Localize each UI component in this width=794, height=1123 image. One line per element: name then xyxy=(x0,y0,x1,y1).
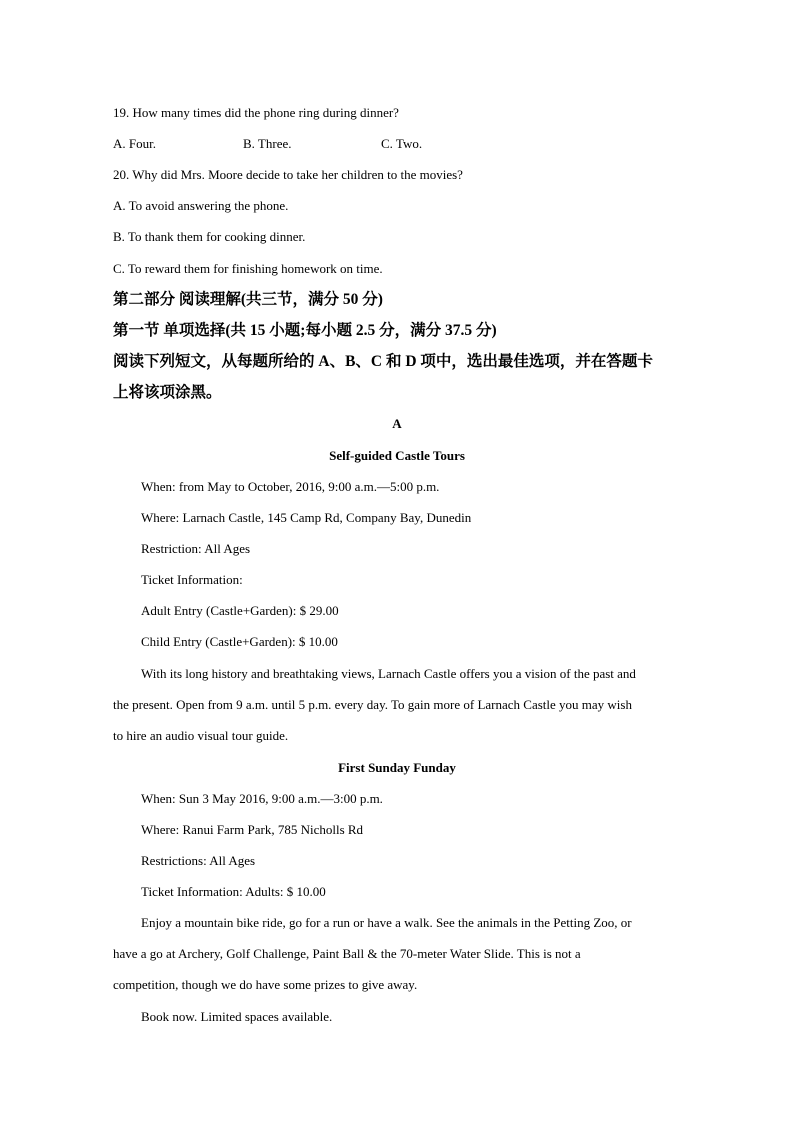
castle-paragraph-line-3: to hire an audio visual tour guide. xyxy=(113,728,289,743)
funday-ticket: Ticket Information: Adults: $ 10.00 xyxy=(141,884,326,899)
castle-title: Self-guided Castle Tours xyxy=(329,448,465,463)
funday-title: First Sunday Funday xyxy=(338,760,456,775)
castle-adult-price: Adult Entry (Castle+Garden): $ 29.00 xyxy=(141,603,339,618)
castle-ticket-label: Ticket Information: xyxy=(141,572,243,587)
funday-paragraph-line-1: Enjoy a mountain bike ride, go for a run or have a walk. See the animals in the Petting Zoo, or xyxy=(141,915,632,930)
part-heading: 第二部分 阅读理解(共三节，满分 50 分) xyxy=(113,291,383,308)
option-c: C. To reward them for finishing homework on time. xyxy=(113,261,383,276)
option-b: B. To thank them for cooking dinner. xyxy=(113,229,306,244)
section-heading: 第一节 单项选择(共 15 小题;每小题 2.5 分，满分 37.5 分) xyxy=(113,322,497,339)
option-a: A. To avoid answering the phone. xyxy=(113,198,289,213)
castle-restriction: Restriction: All Ages xyxy=(141,541,251,556)
castle-child-price: Child Entry (Castle+Garden): $ 10.00 xyxy=(141,634,338,649)
question-text: 20. Why did Mrs. Moore decide to take her children to the movies? xyxy=(113,167,463,182)
castle-paragraph-line-1: With its long history and breathtaking views, Larnach Castle offers you a vision of the past and xyxy=(141,666,636,681)
castle-where: Where: Larnach Castle, 145 Camp Rd, Company Bay, Dunedin xyxy=(141,510,472,525)
funday-paragraph-line-2: have a go at Archery, Golf Challenge, Paint Ball & the 70-meter Water Slide. This is not a xyxy=(113,946,581,961)
castle-when: When: from May to October, 2016, 9:00 a.m.—5:00 p.m. xyxy=(141,479,440,494)
instructions-line-1: 阅读下列短文，从每题所给的 A、B、C 和 D 项中，选出最佳选项，并在答题卡 xyxy=(113,353,653,370)
question-text: 19. How many times did the phone ring during dinner? xyxy=(113,105,399,120)
funday-when: When: Sun 3 May 2016, 9:00 a.m.—3:00 p.m. xyxy=(141,791,383,806)
funday-book-now: Book now. Limited spaces available. xyxy=(141,1009,333,1024)
funday-where: Where: Ranui Farm Park, 785 Nicholls Rd xyxy=(141,822,364,837)
castle-paragraph-line-2: the present. Open from 9 a.m. until 5 p.m. every day. To gain more of Larnach Castle you may wish xyxy=(113,697,632,712)
instructions-line-2: 上将该项涂黑。 xyxy=(113,384,222,401)
option-b: B. Three. xyxy=(243,136,292,151)
option-a: A. Four. xyxy=(113,136,156,151)
funday-paragraph-line-3: competition, though we do have some prizes to give away. xyxy=(113,977,418,992)
funday-restrictions: Restrictions: All Ages xyxy=(141,853,256,868)
option-c: C. Two. xyxy=(381,136,423,151)
passage-letter: A xyxy=(392,416,402,431)
